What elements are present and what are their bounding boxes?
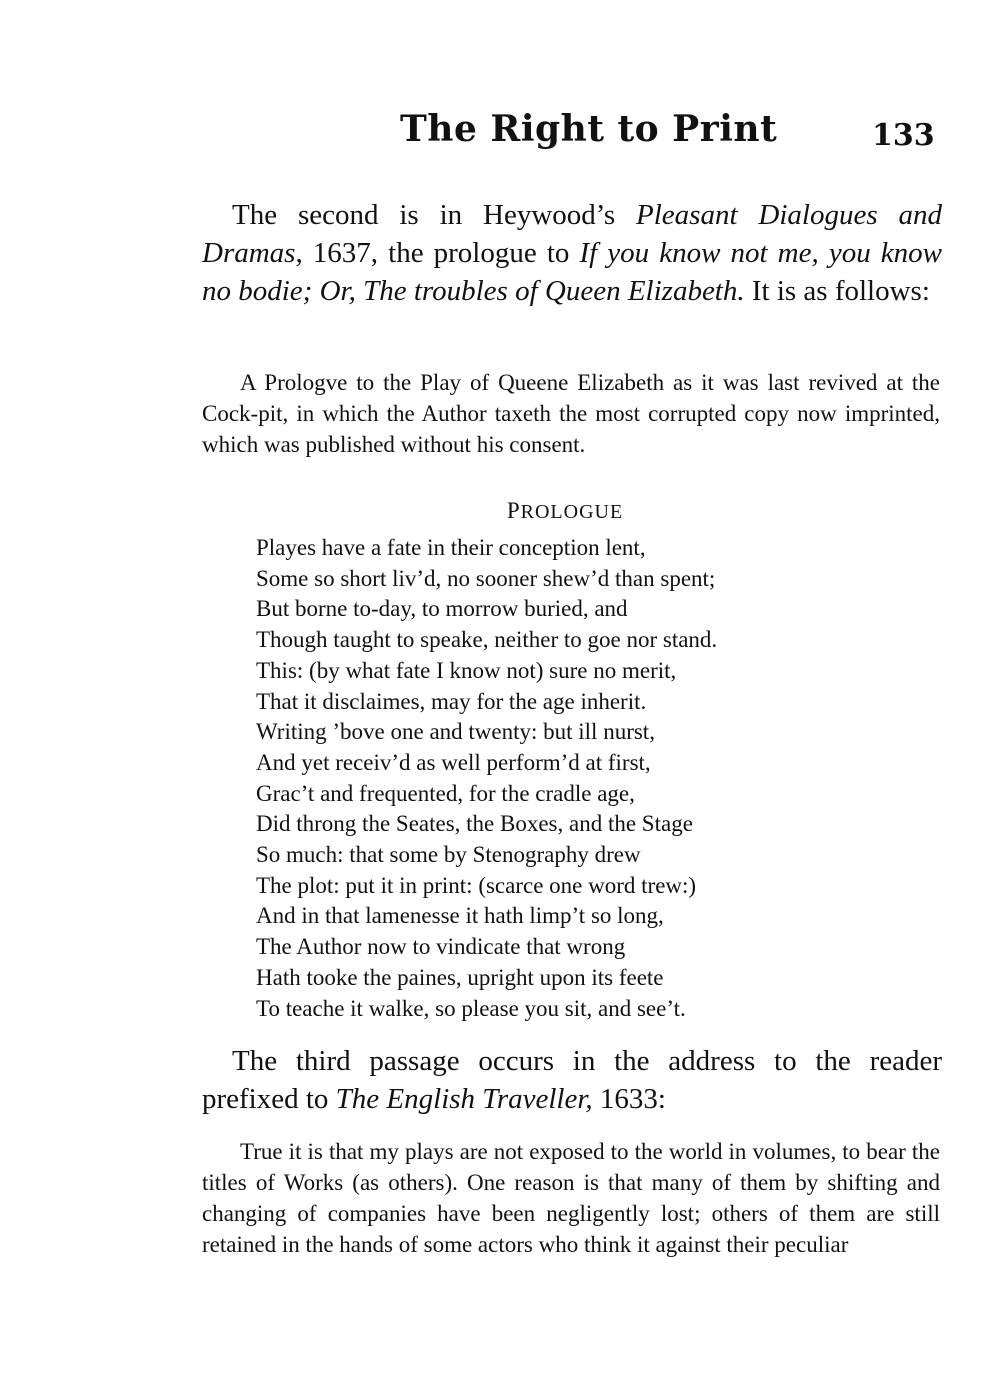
poem-line: Some so short liv’d, no sooner shew’d than spent; [256, 565, 716, 591]
para1-text-3: 1637, the prologue to [302, 237, 580, 269]
page-number: 133 [872, 118, 935, 153]
poem-line: Grac’t and frequented, for the cradle age, [256, 780, 635, 806]
para1-text-5: It is as follows: [744, 275, 930, 307]
poem-line: To teache it walke, so please you sit, and see’t. [256, 995, 686, 1021]
title-english-traveller: The English Traveller, [335, 1083, 593, 1115]
poem-line: But borne to-day, to morrow buried, and [256, 596, 628, 622]
poem-line: So much: that some by Stenography drew [256, 842, 641, 868]
poem-line: Playes have a fate in their conception lent, [256, 535, 646, 560]
prologue-heading-rest: ROLOGUE [520, 501, 624, 523]
address-quote: True it is that my plays are not exposed to the world in volumes, to bear the titles of Works (as others). One reason is that many of them by shifting and changing of companies have been negligently lost; others of them are still retained in the hands of some actors who think it against their peculiar [202, 1139, 940, 1257]
prologue-heading-cap: P [506, 498, 521, 523]
poem-line: Writing ’bove one and twenty: but ill nurst, [256, 719, 655, 745]
para3-text-3: 1633: [592, 1083, 666, 1115]
running-head: The Right to Print [400, 108, 778, 150]
prologue-heading [0, 498, 1000, 524]
poem-line: Hath tooke the paines, upright upon its feete [256, 964, 664, 990]
paragraph-heywood-intro [202, 196, 942, 310]
poem-line: That it disclaimes, may for the age inherit. [256, 688, 647, 714]
poem-line: Though taught to speake, neither to goe nor stand. [256, 627, 718, 653]
prologue-poem [256, 533, 936, 1024]
paragraph-third-passage [202, 1042, 942, 1118]
poem-line: Did throng the Seates, the Boxes, and the Stage [256, 811, 693, 837]
poem-line: This: (by what fate I know not) sure no merit, [256, 657, 677, 683]
poem-line: The plot: put it in print: (scarce one word trew:) [256, 872, 697, 898]
para1-text-1: The second is in Heywood’s [232, 199, 637, 231]
poem-line: The Author now to vindicate that wrong [256, 934, 626, 960]
page-header [0, 108, 1000, 168]
title-if-you-know-not-me: If you know not me, you know no bodie; Or, The troubles of Queen Elizabeth. [202, 237, 942, 307]
poem-line: And yet receiv’d as well perform’d at first, [256, 749, 651, 775]
title-pleasant-dialogues: Pleasant Dialogues and Dramas, [202, 199, 942, 269]
poem-line: And in that lamenesse it hath limp’t so long, [256, 903, 664, 929]
prologue-intro-quote: A Prologve to the Play of Queene Elizabeth as it was last revived at the Cock-pit, in which the Author taxeth the most corrupted copy now imprinted, which was published without his consent. [202, 370, 940, 457]
para3-text-1: The third passage occurs in the address to the reader prefixed to [202, 1045, 942, 1115]
